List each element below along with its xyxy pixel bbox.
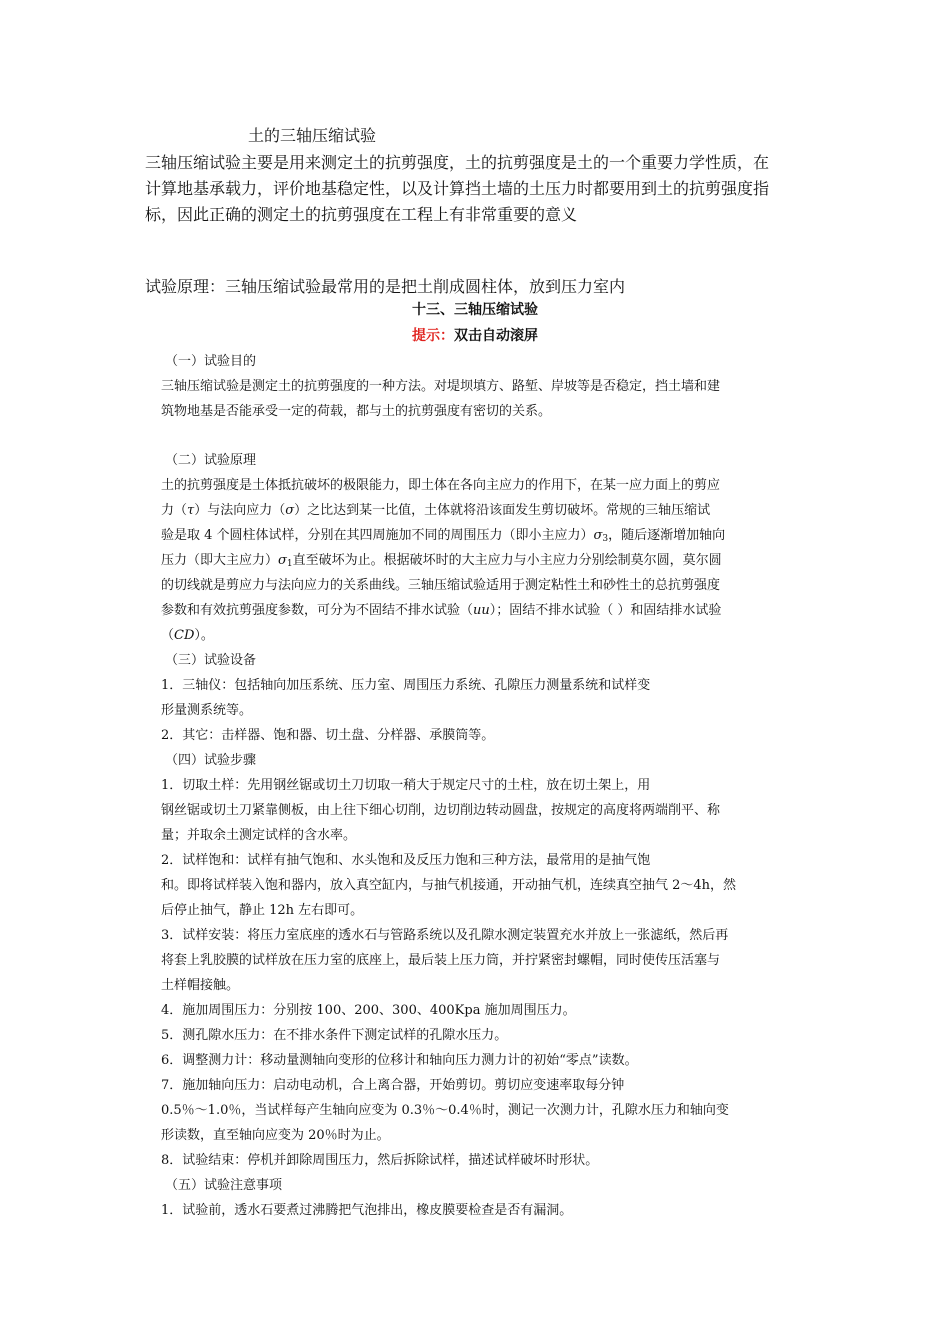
purpose-line: 三轴压缩试验是测定土的抗剪强度的一种方法。对堤坝填方、路堑、岸坡等是否稳定，挡土墙和建 — [161, 379, 721, 394]
hint-text: 双击自动滚屏 — [454, 328, 538, 344]
principle-line — [161, 623, 801, 648]
principle-line — [161, 498, 801, 523]
subscript: 1 — [286, 559, 293, 569]
intro-line: 计算地基承载力，评价地基稳定性，以及计算挡土墙的土压力时都要用到土的抗剪强度指 — [145, 179, 770, 198]
text-span: 参数和有效抗剪强度参数，可分为不固结不排水试验（ — [161, 603, 474, 618]
uu-symbol: uu — [473, 603, 490, 618]
principle-line: 的切线就是剪应力与法向应力的关系曲线。三轴压缩试验适用于测定粘性土和砂性土的总抗剪强度 — [161, 578, 721, 593]
intro-line: 三轴压缩试验主要是用来测定土的抗剪强度，土的抗剪强度是土的一个重要力学性质，在 — [145, 153, 770, 172]
step-line: 后停止抽气，静止 12h 左右即可。 — [161, 903, 364, 918]
sigma-symbol: σ — [593, 528, 603, 543]
tau-symbol: τ — [187, 503, 195, 518]
step-line: 0.5％～1.0％，当试样每产生轴向应变为 0.3％～0.4％时，测记一次测力计，孔隙水压力和轴向变 — [161, 1103, 729, 1118]
purpose-line: 筑物地基是否能承受一定的荷载，都与土的抗剪强度有密切的关系。 — [161, 404, 552, 419]
equipment-heading: （三）试验设备 — [165, 653, 257, 668]
principle-heading: （二）试验原理 — [165, 453, 257, 468]
step-line: 4．施加周围压力：分别按 100、200、300、400Kpa 施加周围压力。 — [161, 1003, 576, 1018]
sigma-symbol: σ — [278, 553, 287, 568]
step-line: 8．试验结束：停机并卸除周围压力，然后拆除试样，描述试样破坏时形状。 — [161, 1153, 599, 1168]
hint-label: 提示： — [412, 328, 454, 344]
equipment-line: 2．其它：击样器、饱和器、切土盘、分样器、承膜筒等。 — [161, 728, 495, 743]
text-span: 直至破坏为止。根据破坏时的大主应力与小主应力分别绘制莫尔圆，莫尔圆 — [292, 553, 722, 568]
step-line: 和。即将试样装入饱和器内，放入真空缸内，与抽气机接通，开动抽气机，连续真空抽气 2～4h，然 — [161, 878, 737, 893]
step-line: 5．测孔隙水压力：在不排水条件下测定试样的孔隙水压力。 — [161, 1028, 508, 1043]
step-line: 将套上乳胶膜的试样放在压力室的底座上，最后装上压力筒，并拧紧密封螺帽，同时使传压活塞与 — [161, 953, 721, 968]
step-line: 7．施加轴向压力：启动电动机，合上离合器，开始剪切。剪切应变速率取每分钟 — [161, 1078, 625, 1093]
text-span: 验是取 4 个圆柱体试样，分别在其四周施加不同的周围压力（即小主应力） — [161, 528, 594, 543]
step-line: 量；并取余土测定试样的含水率。 — [161, 828, 357, 843]
principle-line: 土的抗剪强度是土体抵抗破坏的极限能力，即土体在各向主应力的作用下，在某一应力面上的剪应 — [161, 478, 721, 493]
steps-heading: （四）试验步骤 — [165, 753, 257, 768]
principle-line — [161, 523, 801, 548]
step-line: 钢丝锯或切土刀紧靠侧板，由上往下细心切削，边切削边转动圆盘，按规定的高度将两端削平、称 — [161, 803, 721, 818]
step-line: 3．试样安装：将压力室底座的透水石与管路系统以及孔隙水测定装置充水并放上一张滤纸，然后再 — [161, 928, 729, 943]
note-line: 1．试验前，透水石要煮过沸腾把气泡排出，橡皮膜要检查是否有漏洞。 — [161, 1203, 573, 1218]
text-span: ）之比达到某一比值，土体就将沿该面发生剪切破坏。常规的三轴压缩试 — [294, 503, 711, 518]
step-line: 6．调整测力计：移动量测轴向变形的位移计和轴向压力测力计的初始“零点”读数。 — [161, 1053, 638, 1068]
section-body — [161, 349, 801, 1223]
text-span: ）；固结不排水试验（ ）和固结排水试验 — [489, 603, 722, 618]
paragraph-gap — [161, 424, 801, 448]
step-line: 2．试样饱和：试样有抽气饱和、水头饱和及反压力饱和三种方法，最常用的是抽气饱 — [161, 853, 651, 868]
text-span: 力（ — [161, 503, 188, 518]
cd-symbol: CD — [174, 628, 195, 643]
principle-line — [161, 598, 801, 623]
step-line: 土样帽接触。 — [161, 978, 240, 993]
notes-heading: （五）试验注意事项 — [165, 1178, 283, 1193]
text-span: （ — [161, 628, 175, 643]
principle-line — [161, 548, 801, 573]
section-title: 十三、三轴压缩试验 — [412, 302, 538, 318]
purpose-heading: （一）试验目的 — [165, 354, 257, 369]
step-line: 1．切取土样：先用钢丝锯或切土刀切取一稍大于规定尺寸的土柱，放在切土架上，用 — [161, 778, 651, 793]
equipment-line: 形量测系统等。 — [161, 703, 253, 718]
sigma-symbol: σ — [285, 503, 295, 518]
intro-line: 标，因此正确的测定土的抗剪强度在工程上有非常重要的意义 — [145, 205, 578, 224]
intro-title: 土的三轴压缩试验 — [248, 126, 377, 145]
intro-paragraph — [145, 150, 817, 228]
step-line: 形读数，直至轴向应变为 20％时为止。 — [161, 1128, 390, 1143]
scroll-hint — [0, 325, 950, 347]
text-span: ，随后逐渐增加轴向 — [608, 528, 726, 543]
equipment-line: 1．三轴仪：包括轴向加压系统、压力室、周围压力系统、孔隙压力测量系统和试样变 — [161, 678, 651, 693]
intro-principle-line: 试验原理：三轴压缩试验最常用的是把土削成圆柱体，放到压力室内 — [145, 277, 626, 296]
text-span: ）与法向应力（ — [194, 503, 286, 518]
text-span: 压力（即大主应力） — [161, 553, 279, 568]
subscript: 3 — [602, 534, 609, 544]
text-span: ）。 — [194, 628, 214, 643]
